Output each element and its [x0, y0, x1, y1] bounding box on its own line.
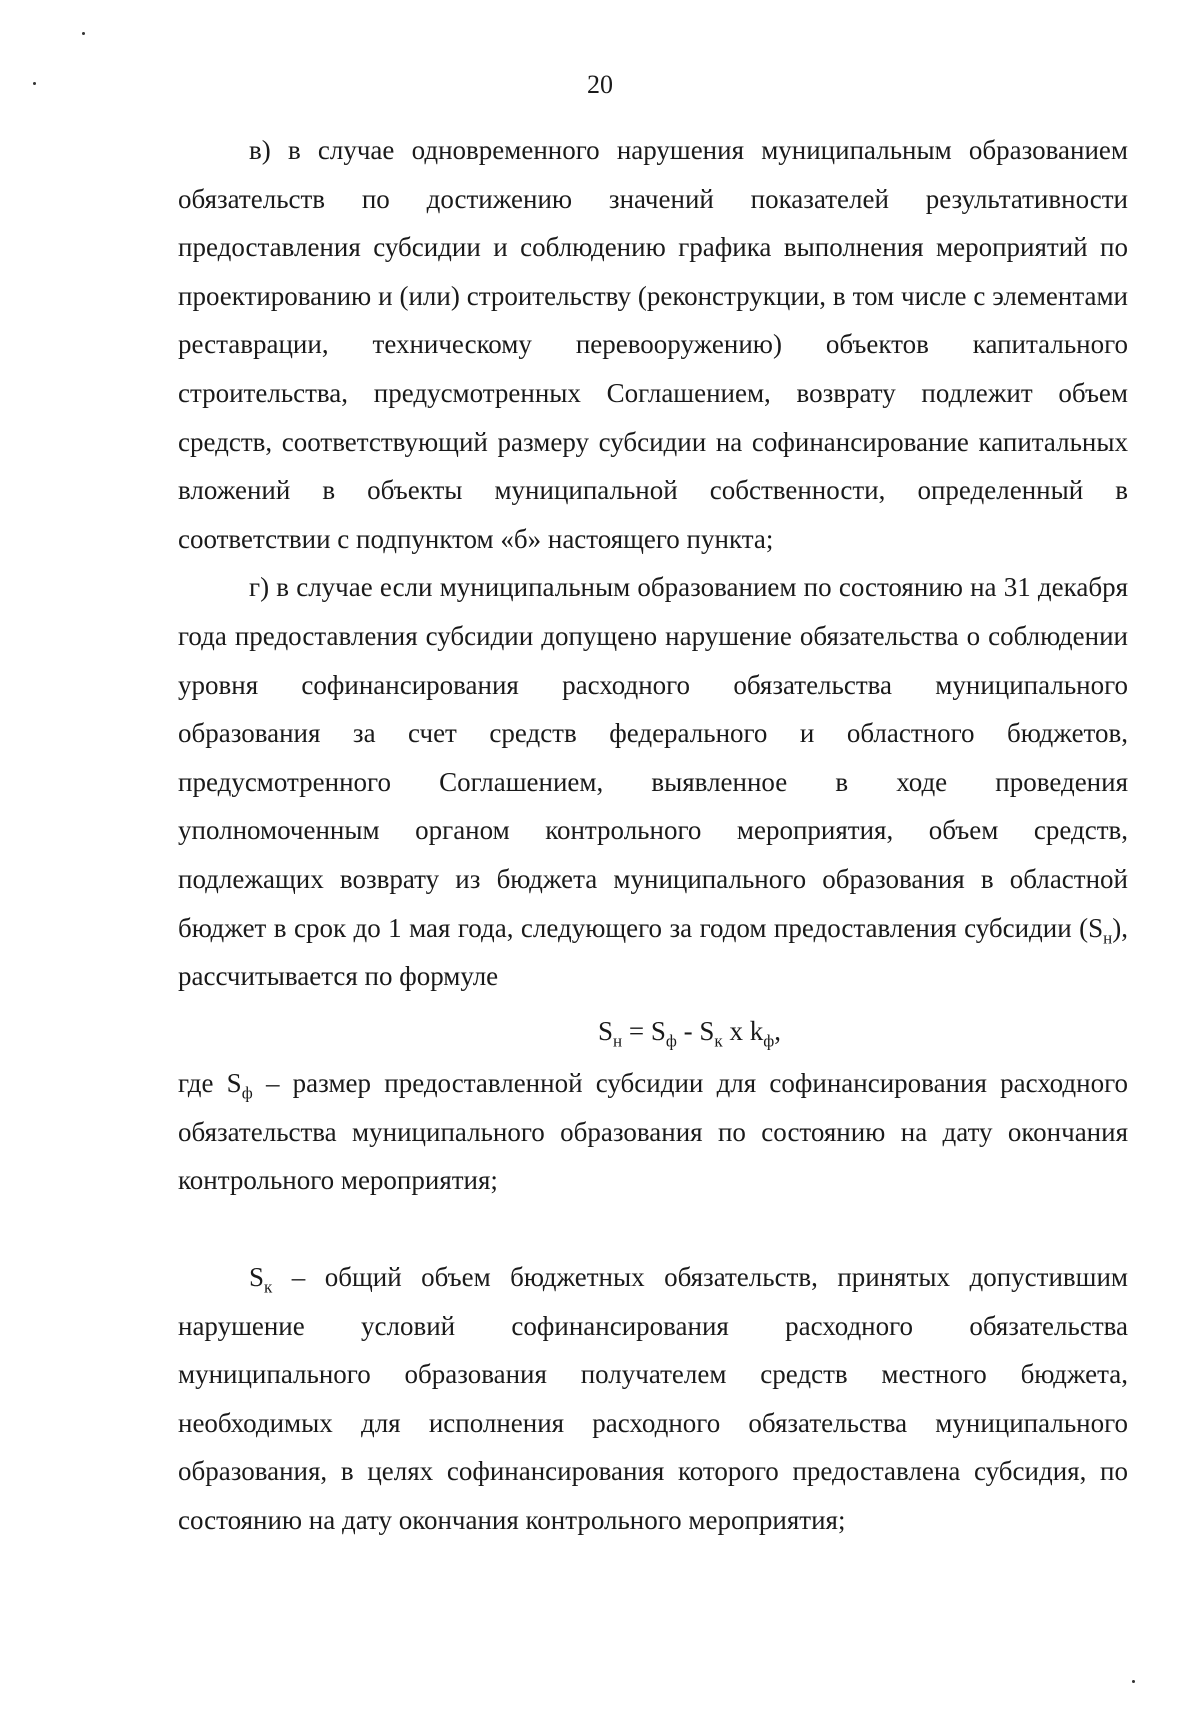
formula-subscript: к [714, 1031, 723, 1051]
spacer [178, 1205, 1128, 1253]
scan-speck [82, 32, 85, 35]
paragraph-g-text: г) в случае если муниципальным образованием по состоянию на 31 декабря года предоставления субсидии допущено нарушение обязательства о соблюдении уровня софинансирования расходного обязательства муниципального образования за счет средств федерального и областного бюджетов, предусмотренного Соглашением, выявленное в ходе проведения уполномоченным органом контрольного мероприятия, объем средств, подлежащих возврату из бюджета муниципального образования в областной бюджет в срок до 1 мая года, следующего за годом предоставления субсидии (S [178, 572, 1128, 943]
paragraph-where [178, 1059, 1128, 1205]
formula [178, 1007, 1128, 1056]
formula-subscript: ф [665, 1031, 677, 1051]
paragraph-sk [178, 1253, 1128, 1545]
formula-subscript: ф [763, 1031, 775, 1051]
formula-symbol: x k [722, 1015, 764, 1046]
formula-symbol: S [598, 1015, 614, 1046]
formula-symbol: , [774, 1015, 781, 1046]
paragraph-v: в) в случае одновременного нарушения муниципальным образованием обязательств по достижению значений показателей результативности предоставления субсидии и соблюдению графика выполнения мероприятий по проектированию и (или) строительству (реконструкции, в том числе с элементами реставрации, техническому перевооружению) объектов капитального строительства, предусмотренных Соглашением, возврату подлежит объем средств, соответствующий размеру субсидии на софинансирование капитальных вложений в объекты муниципальной собственности, определенный в соответствии с подпунктом «б» настоящего пункта; [178, 135, 1128, 554]
document-body [178, 126, 1128, 1545]
scan-speck [33, 82, 36, 85]
subscript: ф [241, 1083, 253, 1103]
sk-prefix: S [249, 1262, 265, 1293]
page-number: 20 [587, 70, 613, 99]
subscript: н [1103, 927, 1113, 947]
paragraph-g-end: ), рассчитывается по формуле [178, 912, 1128, 992]
formula-symbol: - S [676, 1015, 715, 1046]
sk-text: – общий объем бюджетных обязательств, принятых допустившим нарушение условий софинансирования расходного обязательства муниципального образования получателем средств местного бюджета, необходимых для исполнения расходного обязательства муниципального образования, в целях софинансирования которого предоставлена субсидия, по состоянию на дату окончания контрольного мероприятия; [178, 1262, 1128, 1536]
where-prefix: где S [178, 1068, 242, 1099]
formula-symbol: = S [622, 1015, 666, 1046]
subscript: к [264, 1277, 273, 1297]
paragraph-g [178, 563, 1128, 1000]
where-text: – размер предоставленной субсидии для софинансирования расходного обязательства муниципального образования по состоянию на дату окончания контрольного мероприятия; [178, 1068, 1128, 1196]
scan-speck [1132, 1680, 1135, 1683]
formula-subscript: н [613, 1031, 623, 1051]
